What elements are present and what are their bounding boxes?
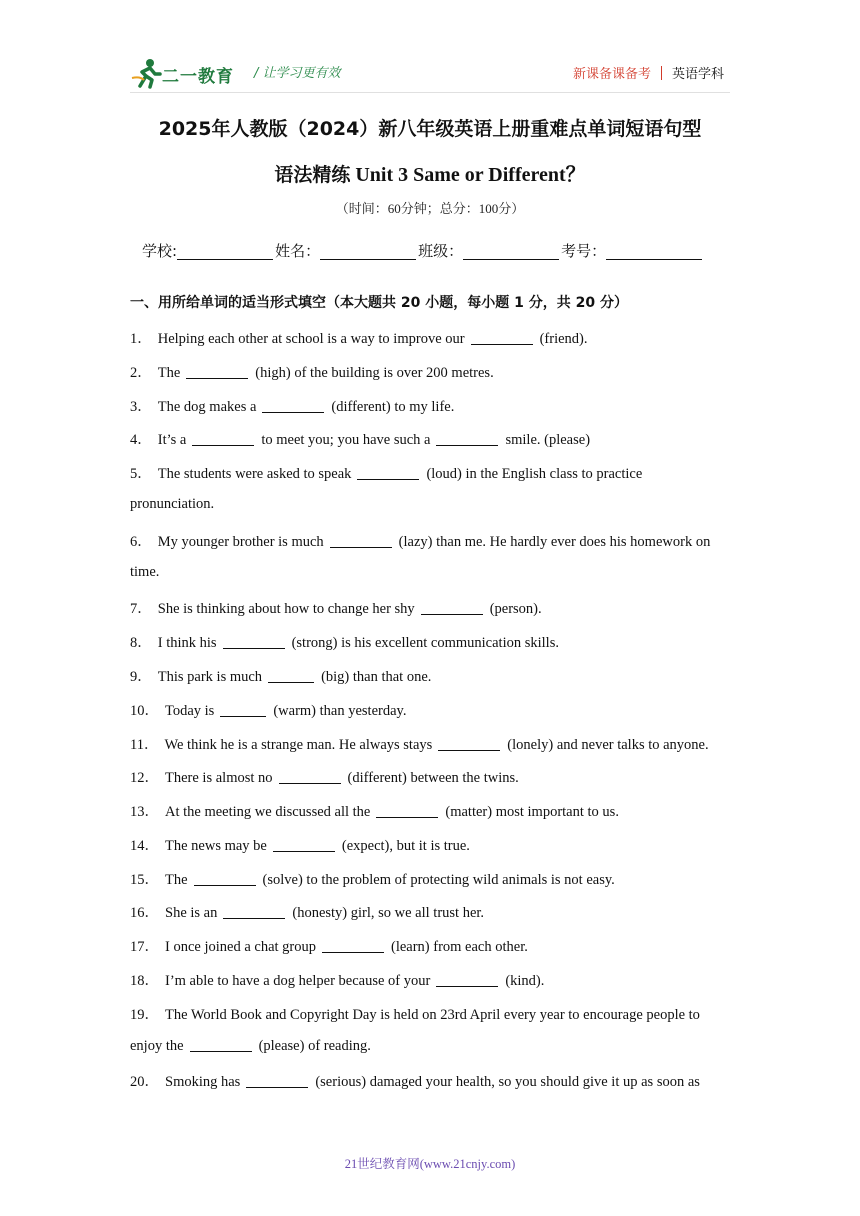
answer-blank[interactable] [246,1073,308,1088]
runner-logo-icon [130,56,164,90]
question-19 [130,1003,700,1024]
question-number: 18． [130,973,159,989]
question-14 [130,834,470,855]
answer-blank[interactable] [192,431,254,446]
question-15 [130,868,615,889]
question-10 [130,699,406,720]
id-field[interactable] [606,243,702,260]
question-text: Today is [165,703,215,719]
question-hint: (person). [489,601,542,617]
question-19-continued [130,1037,371,1055]
question-5 [130,462,642,483]
question-hint: (strong) is his excellent communication skills. [291,635,559,651]
question-number: 7． [130,601,152,617]
question-number: 16． [130,905,159,921]
answer-blank[interactable] [186,364,248,379]
answer-blank[interactable] [436,431,498,446]
slogan: / 让学习更有效 [254,66,341,81]
question-text: I’m able to have a dog helper because of your [165,973,431,989]
question-5-continued: pronunciation. [130,496,215,512]
question-text: We think he is a strange man. He always stays [164,737,433,753]
logo-text: 二一教育 [162,67,234,87]
answer-blank[interactable] [471,330,533,345]
question-hint: (matter) most important to us. [445,804,619,820]
question-text: She is an [165,905,218,921]
header-rule [130,92,730,93]
question-number: 17． [130,939,159,955]
question-hint: (different) to my life. [331,399,455,415]
question-text: At the meeting we discussed all the [165,804,371,820]
page-header [130,56,730,92]
answer-blank[interactable] [223,904,285,919]
question-hint: (big) than that one. [321,669,432,685]
question-number: 19． [130,1007,159,1023]
question-text: She is thinking about how to change her shy [157,601,415,617]
header-right [573,63,724,82]
answer-blank[interactable] [357,465,419,480]
question-3 [130,395,454,416]
question-hint: (solve) to the problem of protecting wild animals is not easy. [262,872,615,888]
question-hint: (lonely) and never talks to anyone. [507,737,709,753]
section-heading: 一、用所给单词的适当形式填空（本大题共 20 小题，每小题 1 分，共 20 分） [130,295,628,311]
answer-blank[interactable] [436,972,498,987]
question-17 [130,935,528,956]
answer-blank[interactable] [322,938,384,953]
question-11 [130,733,709,754]
question-hint: (expect), but it is true. [341,838,470,854]
question-text: The [157,365,181,381]
question-number: 3． [130,399,152,415]
exam-subtitle: （时间：60分钟；总分：100分） [335,201,525,216]
school-label: 学校: [142,242,178,260]
question-4 [130,428,590,449]
answer-blank[interactable] [268,668,314,683]
answer-blank[interactable] [279,769,341,784]
question-number: 2． [130,365,152,381]
question-8 [130,631,559,652]
question-text: Smoking has [165,1074,241,1090]
question-number: 4． [130,432,152,448]
question-text: The [165,872,188,888]
question-number: 15． [130,872,159,888]
answer-blank[interactable] [438,736,500,751]
brand-logo [130,56,240,90]
question-hint: (loud) in the English class to practice [426,466,643,482]
question-16 [130,901,484,922]
question-6 [130,530,710,551]
answer-blank[interactable] [194,871,256,886]
question-text: The news may be [165,838,267,854]
question-13 [130,800,619,821]
question-number: 11． [130,737,159,753]
answer-blank[interactable] [190,1037,252,1052]
question-text: enjoy the [130,1038,184,1054]
question-number: 12． [130,770,159,786]
page-title-line2 [0,158,860,187]
answer-blank[interactable] [273,837,335,852]
question-hint: (honesty) girl, so we all trust her. [292,905,485,921]
header-course-label: 新课备课备考 [572,67,651,82]
class-field[interactable] [463,243,559,260]
question-text: The dog makes a [157,399,257,415]
question-6-continued: time. [130,564,160,580]
question-text: There is almost no [165,770,273,786]
question-hint: (serious) damaged your health, so you should give it up as soon as [315,1074,700,1090]
answer-blank[interactable] [220,702,266,717]
question-hint: (different) between the twins. [347,770,519,786]
answer-blank[interactable] [223,634,285,649]
question-number: 1． [130,331,152,347]
title-line2-en: Unit 3 Same or Different？ [355,164,586,186]
question-number: 20． [130,1074,159,1090]
question-9 [130,665,431,686]
question-text: The World Book and Copyright Day is held on 23rd April every year to encourage people to [165,1007,700,1023]
question-text: to meet you; you have such a [261,432,431,448]
question-number: 8． [130,635,152,651]
name-field[interactable] [320,243,416,260]
page-title: 2025年人教版（2024）新八年级英语上册重难点单词短语句型 [158,118,702,140]
question-text: It’s a [157,432,187,448]
question-number: 5． [130,466,152,482]
question-number: 13． [130,804,159,820]
question-number: 6． [130,534,152,550]
question-7 [130,597,542,618]
question-number: 10． [130,703,159,719]
question-hint: (kind). [505,973,545,989]
student-info-row [142,240,704,261]
question-1 [130,327,588,348]
question-18 [130,969,544,990]
answer-blank[interactable] [262,398,324,413]
question-text: Helping each other at school is a way to improve our [157,331,465,347]
answer-blank[interactable] [421,600,483,615]
answer-blank[interactable] [376,803,438,818]
question-12 [130,766,519,787]
id-label: 考号： [561,242,607,260]
header-subject-label: 英语学科 [671,67,724,82]
question-text: My younger brother is much [157,534,324,550]
answer-blank[interactable] [330,533,392,548]
title-line2-cn: 语法精练 [274,164,351,186]
question-hint: (learn) from each other. [390,939,528,955]
question-text: I once joined a chat group [165,939,316,955]
class-label: 班级： [418,242,464,260]
name-label: 姓名： [275,242,321,260]
question-20 [130,1070,700,1091]
page-footer: 21世纪教育网(www.21cnjy.com) [344,1157,516,1171]
question-number: 9． [130,669,152,685]
question-text: The students were asked to speak [157,466,352,482]
question-hint: (lazy) than me. He hardly ever does his homework on [398,534,711,550]
school-field[interactable] [177,243,273,260]
question-text: This park is much [157,669,263,685]
question-2 [130,361,494,382]
question-hint: (please) of reading. [258,1038,371,1054]
question-hint: smile. (please) [505,432,591,448]
question-hint: (high) of the building is over 200 metres. [255,365,494,381]
question-text: I think his [157,635,217,651]
header-divider [661,66,662,80]
question-number: 14． [130,838,159,854]
question-hint: (warm) than yesterday. [273,703,407,719]
question-hint: (friend). [539,331,588,347]
